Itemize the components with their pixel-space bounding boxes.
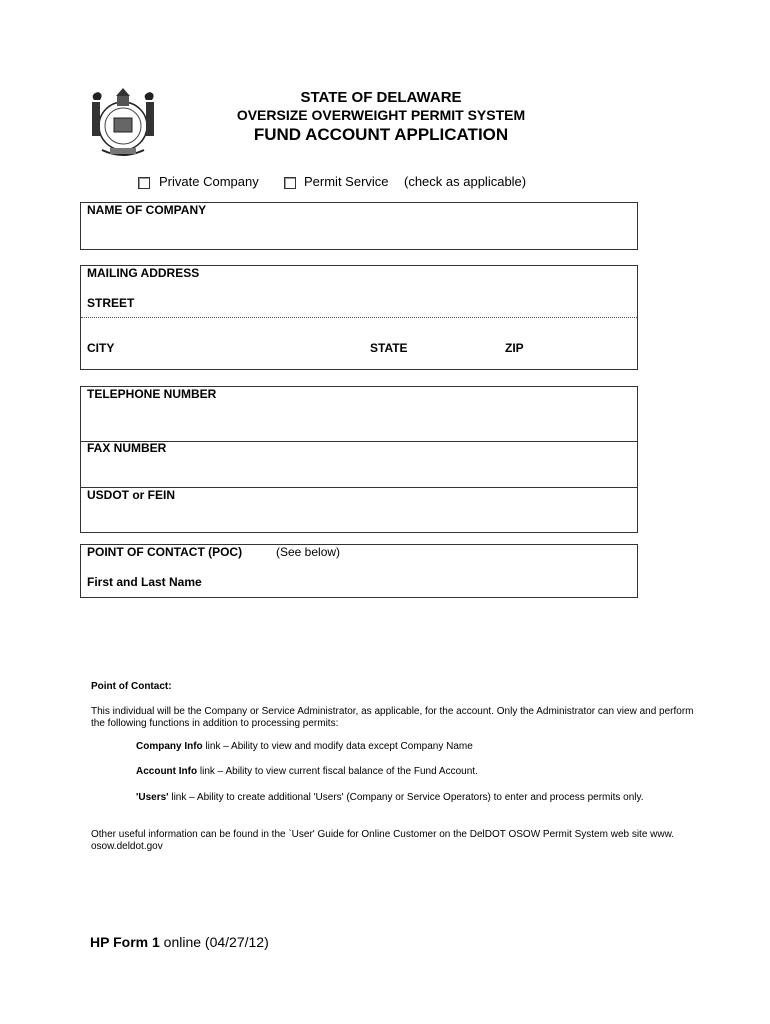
poc-info-heading: Point of Contact:	[91, 681, 172, 692]
city-label: CITY	[87, 341, 115, 355]
state-field[interactable]	[363, 318, 493, 370]
page-title: FUND ACCOUNT APPLICATION	[253, 125, 509, 144]
poc-note: (See below)	[276, 545, 341, 559]
header-state: STATE OF DELAWARE	[300, 89, 462, 106]
state-label: STATE	[370, 341, 408, 355]
telephone-field[interactable]	[81, 387, 637, 441]
account-info-link: Account Info	[136, 766, 198, 777]
company-info-item: Company Info link – Ability to view and modify data except Company Name	[136, 741, 473, 752]
poc-name-label: First and Last Name	[87, 575, 202, 589]
form-version: online (04/27/12)	[159, 934, 269, 950]
poc-info-intro: This individual will be the Company or Service Administrator, as applicable, for the account. Only the Administrator can view and perform the following functions in addition to processing permits:	[91, 706, 694, 729]
permit-service-checkbox[interactable]	[284, 177, 296, 189]
mailing-address-label: MAILING ADDRESS	[87, 266, 200, 280]
private-company-label: Private Company	[159, 174, 259, 189]
zip-field[interactable]	[499, 318, 637, 370]
header-system: OVERSIZE OVERWEIGHT PERMIT SYSTEM	[236, 107, 526, 123]
company-info-link: Company Info	[136, 741, 203, 752]
permit-service-label: Permit Service	[304, 174, 389, 189]
mailing-address-section	[80, 265, 638, 370]
telephone-label: TELEPHONE NUMBER	[87, 387, 217, 401]
zip-label: ZIP	[505, 341, 524, 355]
usdot-field[interactable]	[81, 488, 637, 532]
form-number: HP Form 1	[90, 934, 160, 950]
users-link: 'Users'	[136, 792, 169, 803]
company-name-field[interactable]	[80, 202, 638, 250]
other-info-text: Other useful information can be found in the `User' Guide for Online Customer on the DelDOT OSOW Permit System web site www. osow.deldot.gov	[91, 829, 675, 852]
street-field[interactable]	[81, 266, 637, 317]
form-footer	[90, 934, 269, 950]
check-applicable-note: (check as applicable)	[404, 174, 527, 189]
private-company-checkbox[interactable]	[138, 177, 150, 189]
poc-field[interactable]	[80, 544, 638, 598]
fax-field[interactable]	[81, 442, 637, 487]
company-name-label: NAME OF COMPANY	[87, 203, 207, 217]
users-item: 'Users' link – Ability to create additional 'Users' (Company or Service Operators) to enter and process permits only.	[136, 792, 644, 803]
street-label: STREET	[87, 296, 135, 310]
fax-label: FAX NUMBER	[87, 441, 167, 455]
account-info-item: Account Info link – Ability to view current fiscal balance of the Fund Account.	[136, 766, 478, 777]
usdot-label: USDOT or FEIN	[87, 488, 176, 502]
city-field[interactable]	[81, 318, 361, 370]
contact-numbers-section	[80, 386, 638, 533]
poc-label: POINT OF CONTACT (POC)	[87, 545, 243, 559]
